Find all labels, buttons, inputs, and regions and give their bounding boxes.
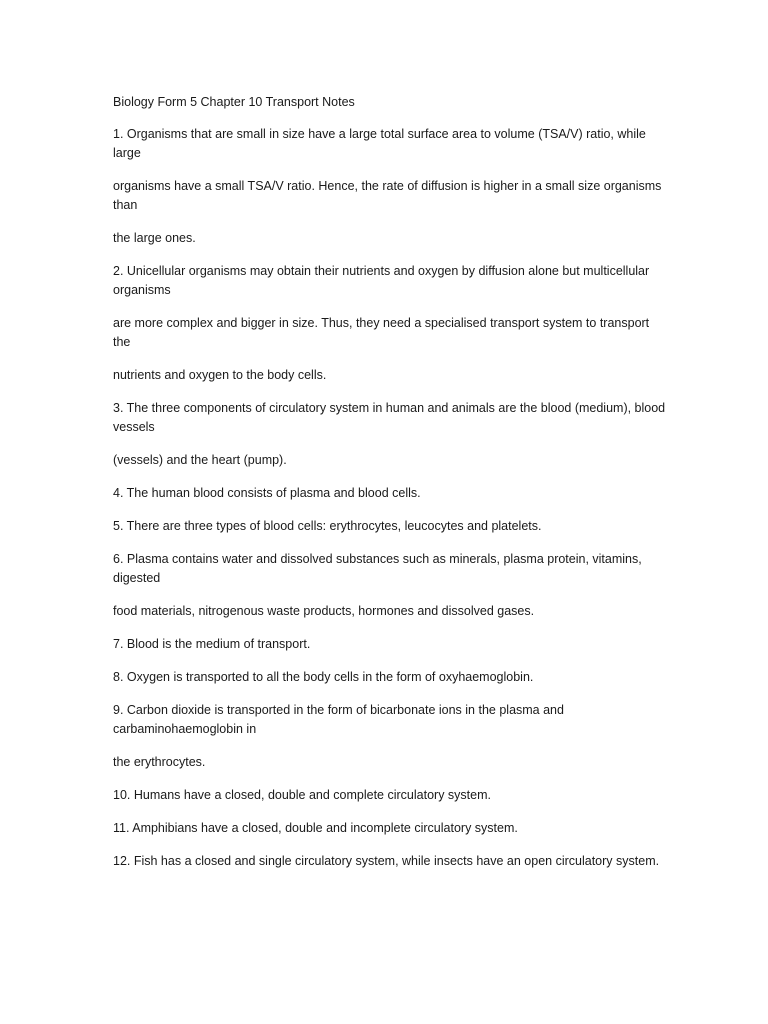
paragraph: (vessels) and the heart (pump). xyxy=(113,453,287,467)
paragraph: 8. Oxygen is transported to all the body cells in the form of oxyhaemoglobin. xyxy=(113,670,534,684)
paragraph: the erythrocytes. xyxy=(113,755,206,769)
paragraph: are more complex and bigger in size. Thus, they need a specialised transport system to transport the xyxy=(113,316,650,349)
paragraph: 2. Unicellular organisms may obtain their nutrients and oxygen by diffusion alone but multicellular organisms xyxy=(113,264,650,297)
paragraph: the large ones. xyxy=(113,231,196,245)
paragraph: 9. Carbon dioxide is transported in the form of bicarbonate ions in the plasma and carbaminohaemoglobin in xyxy=(113,703,564,736)
paragraph: 6. Plasma contains water and dissolved substances such as minerals, plasma protein, vitamins, digested xyxy=(113,552,642,585)
paragraph: 12. Fish has a closed and single circulatory system, while insects have an open circulatory system. xyxy=(113,854,660,868)
paragraph: 4. The human blood consists of plasma and blood cells. xyxy=(113,486,421,500)
paragraph: 5. There are three types of blood cells: erythrocytes, leucocytes and platelets. xyxy=(113,519,542,533)
paragraph: nutrients and oxygen to the body cells. xyxy=(113,368,327,382)
paragraph: food materials, nitrogenous waste products, hormones and dissolved gases. xyxy=(113,604,535,618)
paragraph: 7. Blood is the medium of transport. xyxy=(113,637,311,651)
paragraph: organisms have a small TSA/V ratio. Hence, the rate of diffusion is higher in a small size organisms than xyxy=(113,179,662,212)
document-title: Biology Form 5 Chapter 10 Transport Notes xyxy=(113,95,355,109)
paragraph: 1. Organisms that are small in size have a large total surface area to volume (TSA/V) ratio, while large xyxy=(113,127,646,160)
paragraph: 11. Amphibians have a closed, double and incomplete circulatory system. xyxy=(113,821,518,835)
paragraph: 10. Humans have a closed, double and complete circulatory system. xyxy=(113,788,491,802)
paragraph: 3. The three components of circulatory system in human and animals are the blood (medium), blood vessels xyxy=(113,401,666,434)
